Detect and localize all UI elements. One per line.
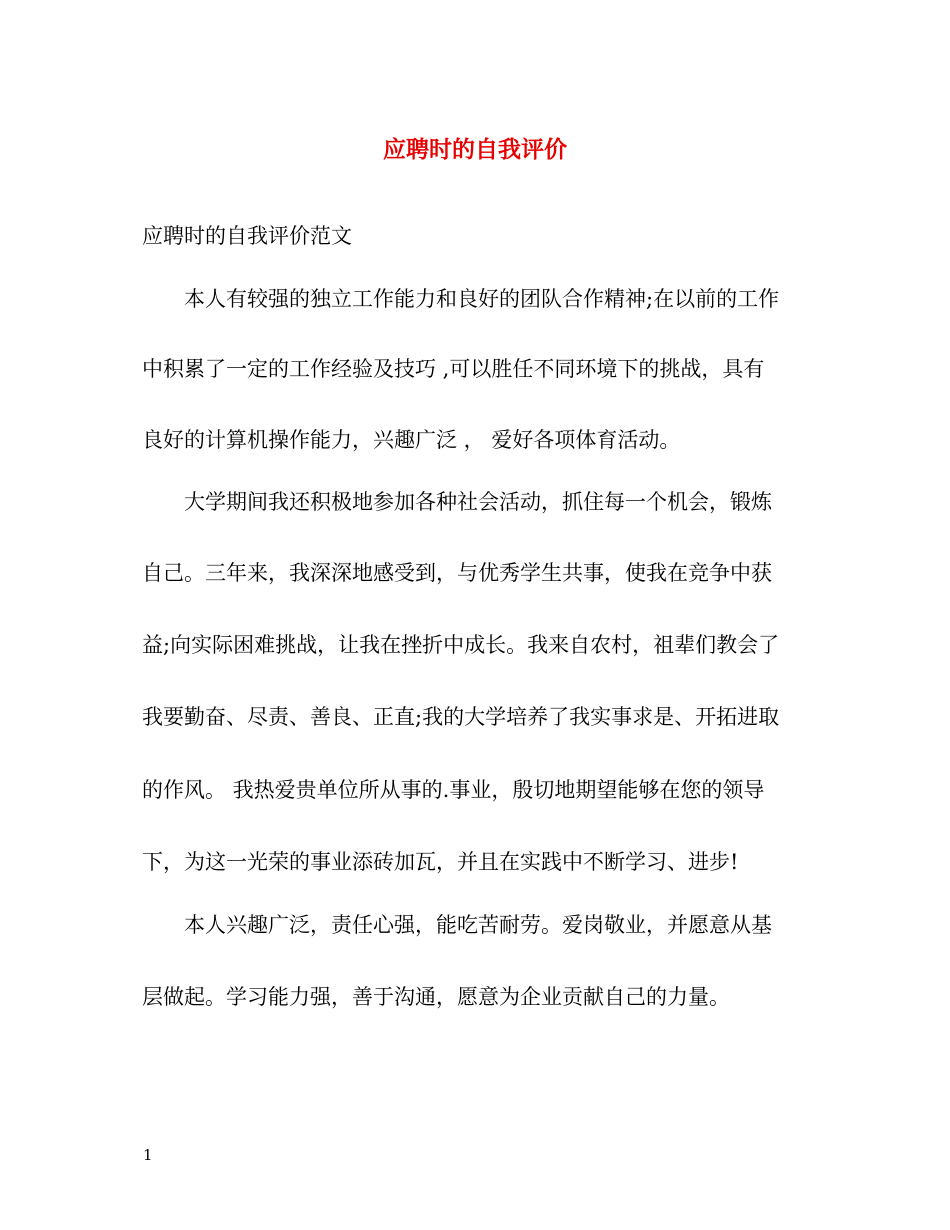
paragraph-2-line-6: 下，为这一光荣的事业添砖加瓦，并且在实践中不断学习、进步! (142, 850, 739, 874)
page-number: 1 (143, 1146, 153, 1164)
paragraph-1-line-3: 良好的计算机操作能力，兴趣广泛 ， 爱好各项体育活动。 (142, 428, 681, 452)
paragraph-2-line-5: 的作风。 我热爱贵单位所从事的.事业，殷切地期望能够在您的领导 (142, 778, 765, 802)
paragraph-2-line-1: 大学期间我还积极地参加各种社会活动，抓住每一个机会，锻炼 (184, 490, 772, 514)
document-title: 应聘时的自我评价 (383, 136, 567, 163)
paragraph-2-line-3: 益;向实际困难挑战，让我在挫折中成长。我来自农村，祖辈们教会了 (142, 633, 780, 657)
paragraph-3-line-2: 层做起。学习能力强，善于沟通，愿意为企业贡献自己的力量。 (142, 985, 730, 1009)
paragraph-3-line-1: 本人兴趣广泛，责任心强，能吃苦耐劳。爱岗敬业，并愿意从基 (184, 913, 772, 937)
paragraph-1-line-2: 中积累了一定的工作经验及技巧 ,可以胜任不同环境下的挑战，具有 (142, 357, 765, 381)
paragraph-2-line-2: 自己。三年来，我深深地感受到，与优秀学生共事，使我在竞争中获 (142, 561, 772, 585)
paragraph-2-line-4: 我要勤奋、尽责、善良、正直;我的大学培养了我实事求是、开拓进取 (142, 705, 780, 729)
document-subtitle: 应聘时的自我评价范文 (142, 224, 352, 248)
paragraph-1-line-1: 本人有较强的独立工作能力和良好的团队合作精神;在以前的工作 (184, 287, 780, 311)
